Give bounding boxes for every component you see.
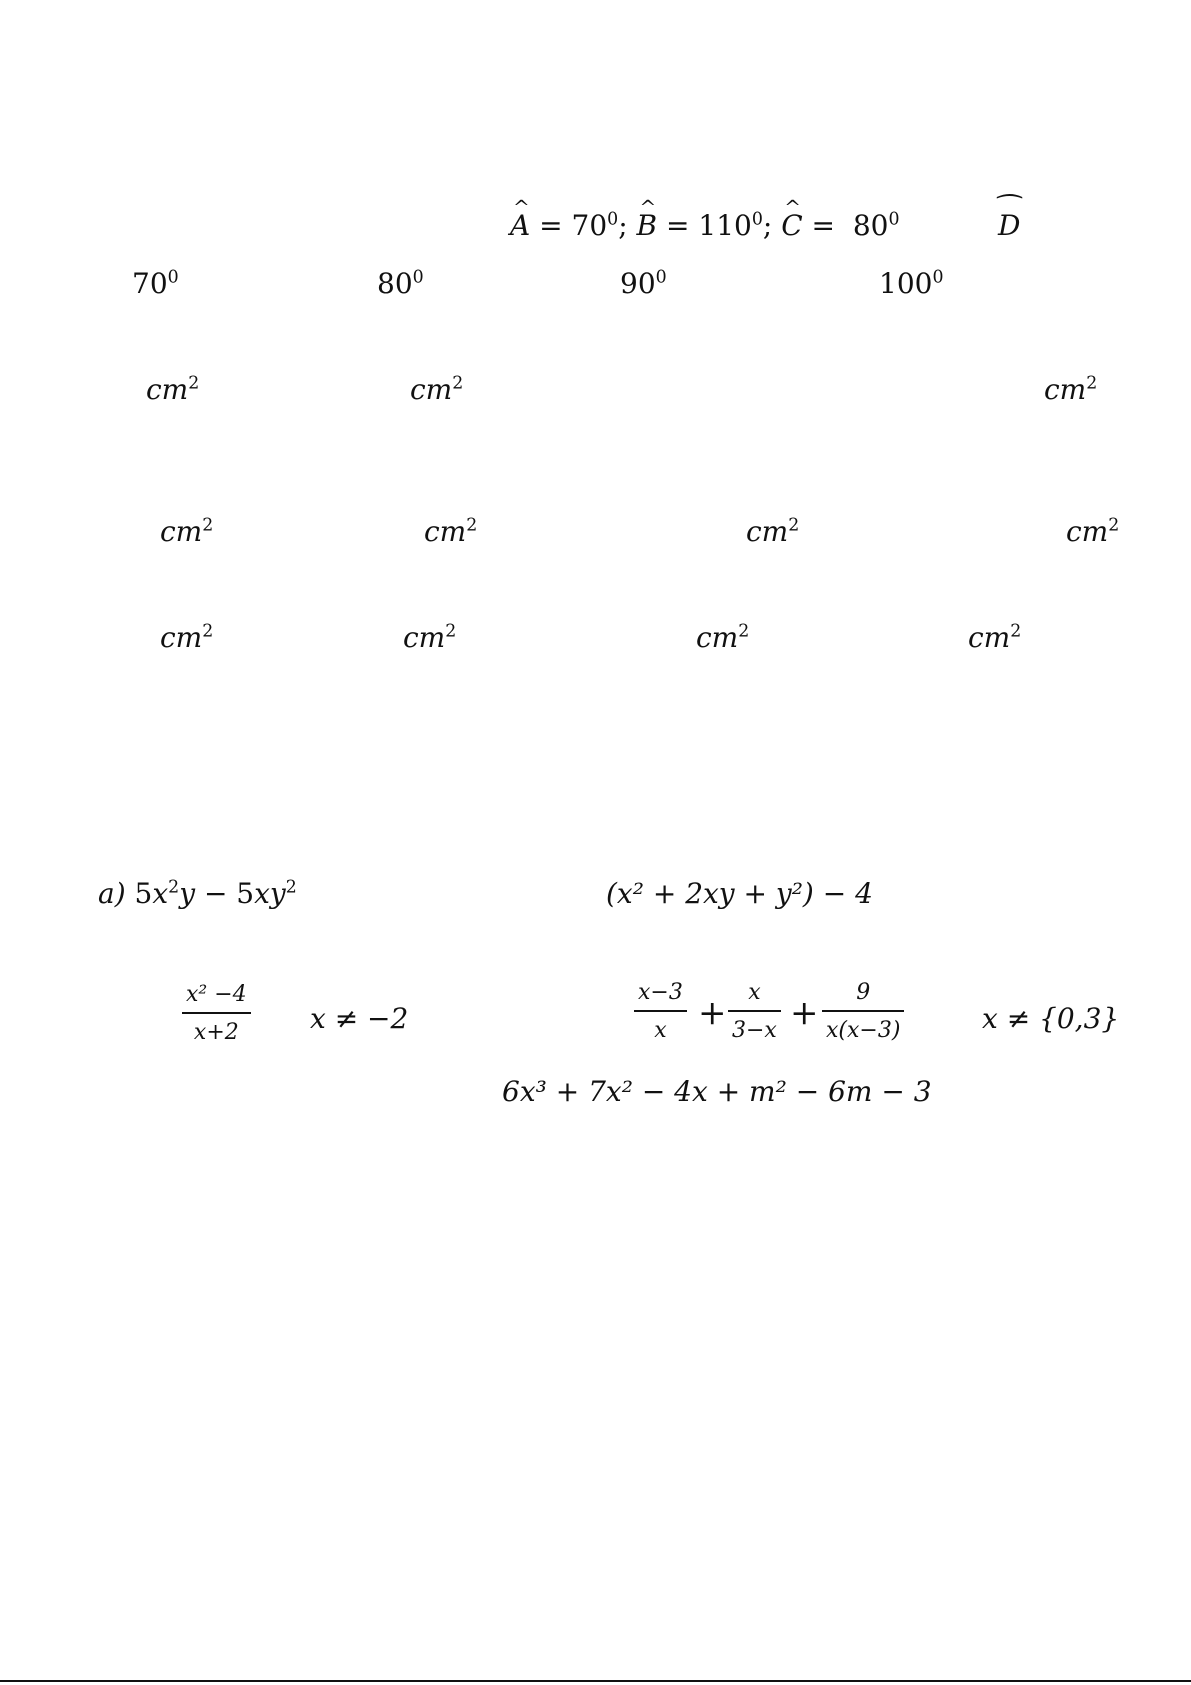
area-unit: $cm^2$ [746, 515, 800, 548]
area-unit: $cm^2$ [424, 515, 478, 548]
area-unit: $cm^2$ [403, 621, 457, 654]
factor-b: (x² + 2xy + y²) − 4 [606, 877, 873, 910]
area-unit: $cm^2$ [696, 621, 750, 654]
area-unit: $cm^2$ [1066, 515, 1120, 548]
option-4: $100^0$ [879, 267, 944, 300]
angle-C-label: ^ C [781, 212, 802, 240]
angle-givens: ^ $A = 70^0$; ^ $B = 110^0$; ^ $C = 80^0$ [510, 212, 900, 240]
factor-a: a) $5x^2y - 5xy^2$ [98, 877, 297, 910]
fraction-2b: x 3−x [728, 982, 781, 1042]
option-3: $90^0$ [620, 267, 667, 300]
fraction-1: x² −4 x+2 [182, 984, 251, 1044]
angle-B-label: ^ B [637, 212, 658, 240]
area-unit: $cm^2$ [146, 373, 200, 406]
area-unit: $cm^2$ [160, 621, 214, 654]
area-unit: $cm^2$ [410, 373, 464, 406]
condition-2: x ≠ {0,3} [982, 1002, 1120, 1035]
fraction-2c: 9 x(x−3) [822, 982, 904, 1042]
area-unit: $cm^2$ [968, 621, 1022, 654]
fraction-2a: x−3 x [634, 982, 687, 1042]
area-unit: $cm^2$ [160, 515, 214, 548]
page-bottom-rule [0, 1680, 1191, 1682]
area-unit: $cm^2$ [1044, 373, 1098, 406]
angle-D-target: ‿ D [998, 212, 1020, 240]
option-2: $80^0$ [377, 267, 424, 300]
polynomial: 6x³ + 7x² − 4x + m² − 6m − 3 [502, 1075, 932, 1108]
condition-1: x ≠ −2 [310, 1002, 409, 1035]
plus-sign: + [790, 993, 819, 1033]
option-1: $70^0$ [132, 267, 179, 300]
angle-A-label: ^ A [510, 212, 530, 240]
plus-sign: + [698, 993, 727, 1033]
